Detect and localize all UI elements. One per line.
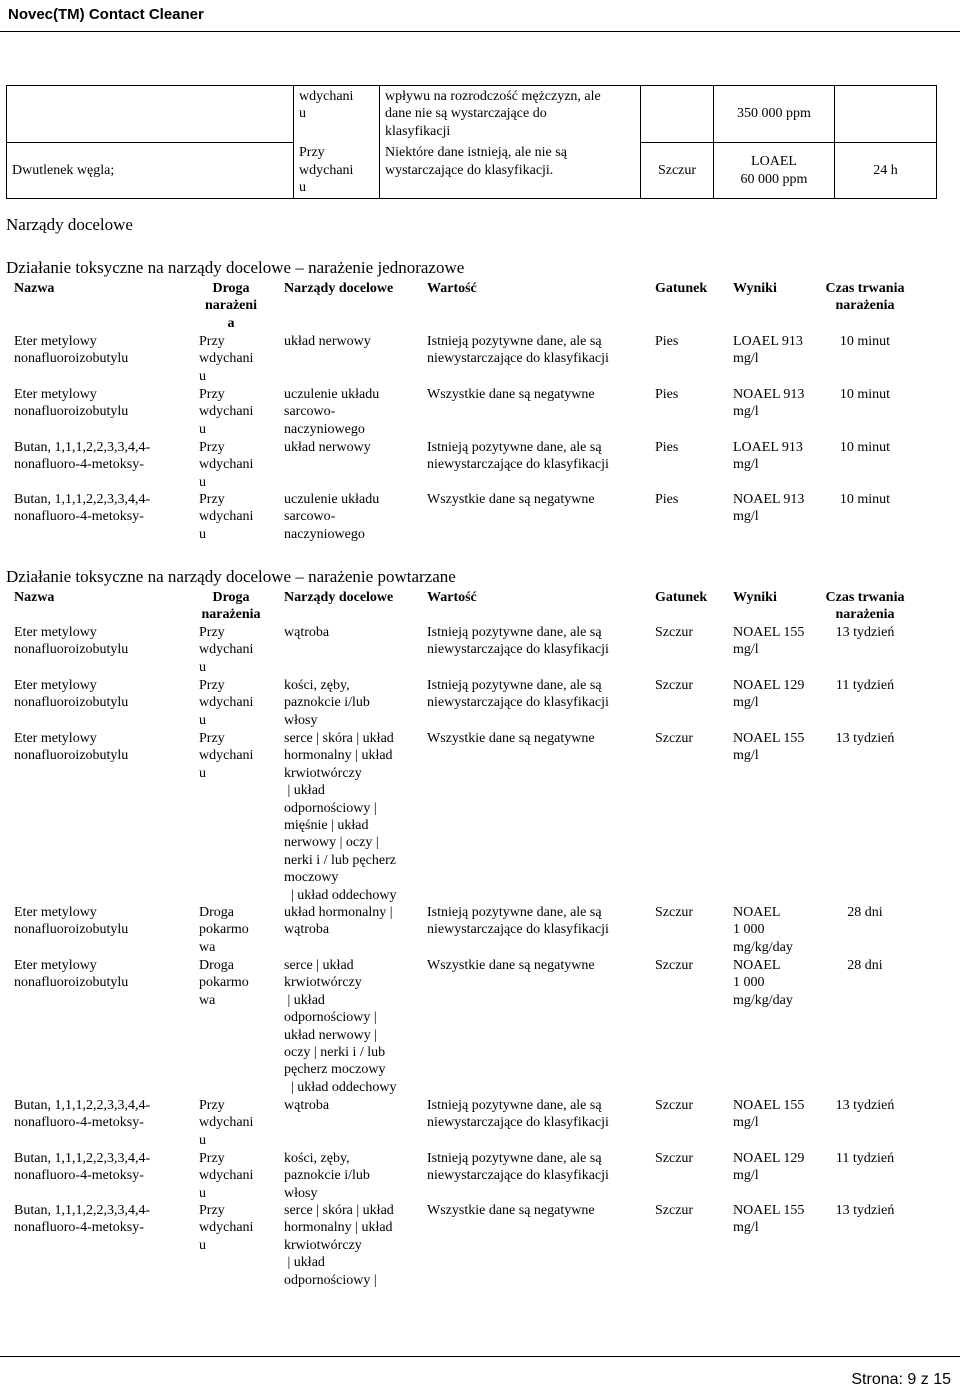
cell-name: Butan, 1,1,1,2,2,3,3,4,4- <box>14 1151 151 1166</box>
single-exposure-title: Działanie toksyczne na narządy docelowe – narażenie jednorazowe <box>6 258 465 277</box>
header-result: Wyniki <box>733 590 777 605</box>
cell-organs: paznokcie i/lub <box>284 1168 370 1184</box>
header-time: Czas trwania <box>825 590 905 605</box>
cell-value: Istnieją pozytywne dane, ale są <box>427 678 602 693</box>
cell-organs: naczyniowego <box>284 421 365 437</box>
cell-name: Eter metylowy <box>14 334 97 349</box>
cell-time: 28 dni <box>847 905 883 920</box>
cell-result: NOAEL 155 <box>733 1203 805 1218</box>
cell-route: Droga <box>199 905 234 920</box>
cell-value: niewystarczające do klasyfikacji <box>427 922 609 938</box>
cell-organs: nerki i / lub pęcherz <box>284 852 396 868</box>
cell-value: Istnieją pozytywne dane, ale są <box>427 334 602 349</box>
route-cell: Przy wdychani u <box>294 142 380 199</box>
species-cell: Szczur <box>641 142 714 199</box>
cell-value: Wszystkie dane są negatywne <box>427 387 595 402</box>
cell-value: Istnieją pozytywne dane, ale są <box>427 440 602 455</box>
document-title: Novec(TM) Contact Cleaner <box>8 6 204 23</box>
cell-route: wdychani <box>199 642 254 658</box>
cell-result: NOAEL 155 <box>733 625 805 640</box>
cell-name: nonafluoroizobutylu <box>14 975 129 991</box>
cell-organs: serce | skóra | układ <box>284 1203 394 1218</box>
cell-time: 11 tydzień <box>835 1151 895 1166</box>
cell-route: Przy <box>199 440 225 455</box>
cell-name: nonafluoroizobutylu <box>14 642 129 658</box>
cell-species: Pies <box>655 492 679 507</box>
result-cell: 350 000 ppm <box>714 86 835 143</box>
cell-name: Eter metylowy <box>14 731 97 746</box>
cell-result: mg/l <box>733 509 759 525</box>
cell-route: Droga <box>199 958 234 973</box>
header-route: a <box>227 315 235 331</box>
cell-name: nonafluoroizobutylu <box>14 748 129 764</box>
cell-organs: | układ <box>284 1255 325 1271</box>
cell-value: niewystarczające do klasyfikacji <box>427 351 609 367</box>
cell-organs: układ nerwowy <box>284 334 371 349</box>
cell-organs: serce | układ <box>284 958 354 973</box>
cell-organs: układ nerwowy <box>284 440 371 455</box>
cell-name: Butan, 1,1,1,2,2,3,3,4,4- <box>14 1098 151 1113</box>
header-name: Nazwa <box>14 281 55 296</box>
cell-name: Eter metylowy <box>14 958 97 973</box>
header-route: narażenia <box>201 607 261 623</box>
cell-time: 28 dni <box>847 958 883 973</box>
cell-organs: mięśnie | układ <box>284 818 369 833</box>
cell-route: pokarmo <box>199 975 249 991</box>
cell-species: Szczur <box>655 625 694 640</box>
cell-organs: sarcowo- <box>284 509 336 525</box>
carbon-dioxide-table <box>6 85 937 199</box>
cell-result: mg/l <box>733 1115 759 1131</box>
cell-result: mg/l <box>733 1220 759 1236</box>
cell-result: mg/l <box>733 642 759 658</box>
cell-time: 10 minut <box>839 440 891 455</box>
cell-route: u <box>199 1185 206 1201</box>
cell-route: pokarmo <box>199 922 249 938</box>
cell-organs: odpornościowy | <box>284 800 377 816</box>
cell-route: Przy <box>199 1098 225 1113</box>
repeated-exposure-title: Działanie toksyczne na narządy docelowe – narażenie powtarzane <box>6 567 456 586</box>
cell-time: 13 tydzień <box>835 1203 895 1218</box>
header-species: Gatunek <box>655 590 708 605</box>
cell-organs: moczowy <box>284 870 339 886</box>
cell-route: u <box>199 712 206 728</box>
header-organs: Narządy docelowe <box>284 281 394 296</box>
value-cell: Niektóre dane istnieją, ale nie są wystarczające do klasyfikacji. <box>380 142 641 199</box>
cell-organs: krwiotwórczy <box>284 1237 362 1253</box>
cell-name: nonafluoroizobutylu <box>14 922 129 938</box>
cell-organs: wątroba <box>284 922 330 938</box>
cell-time: 10 minut <box>839 334 891 349</box>
cell-organs: układ nerwowy | <box>284 1027 378 1043</box>
cell-route: Przy <box>199 678 225 693</box>
cell-species: Szczur <box>655 1151 694 1166</box>
cell-organs: uczulenie układu <box>284 387 380 402</box>
time-cell: 24 h <box>835 142 937 199</box>
cell-value: niewystarczające do klasyfikacji <box>427 642 609 658</box>
cell-name: nonafluoro-4-metoksy- <box>14 457 144 473</box>
result-cell: LOAEL 60 000 ppm <box>714 142 835 199</box>
cell-route: Przy <box>199 334 225 349</box>
cell-route: u <box>199 765 206 781</box>
cell-time: 10 minut <box>839 492 891 507</box>
page-footer <box>0 1356 960 1388</box>
cell-route: wdychani <box>199 457 254 473</box>
cell-route: u <box>199 474 206 490</box>
cell-organs: uczulenie układu <box>284 492 380 507</box>
header-value: Wartość <box>427 281 477 296</box>
header-value: Wartość <box>427 590 477 605</box>
cell-name: nonafluoro-4-metoksy- <box>14 1168 144 1184</box>
cell-organs: kości, zęby, <box>284 1151 350 1166</box>
cell-route: Przy <box>199 625 225 640</box>
cell-species: Szczur <box>655 678 694 693</box>
cell-name: Butan, 1,1,1,2,2,3,3,4,4- <box>14 440 151 455</box>
cell-organs: hormonalny | układ <box>284 1220 393 1236</box>
cell-organs: paznokcie i/lub <box>284 695 370 711</box>
cell-time: 13 tydzień <box>835 731 895 746</box>
cell-route: wdychani <box>199 748 254 764</box>
cell-result: mg/l <box>733 404 759 420</box>
cell-organs: hormonalny | układ <box>284 748 393 764</box>
cell-route: u <box>199 659 206 675</box>
cell-result: NOAEL 129 <box>733 678 805 693</box>
header-route: Droga <box>212 590 250 605</box>
section-title: Narządy docelowe <box>6 215 133 234</box>
cell-time: 13 tydzień <box>835 1098 895 1113</box>
cell-name: Eter metylowy <box>14 905 97 920</box>
cell-organs: krwiotwórczy <box>284 765 362 781</box>
cell-route: wdychani <box>199 1168 254 1184</box>
cell-organs: odpornościowy | <box>284 1010 377 1026</box>
cell-result: mg/kg/day <box>733 992 793 1008</box>
cell-value: Wszystkie dane są negatywne <box>427 731 595 746</box>
cell-time: 10 minut <box>839 387 891 402</box>
cell-result: NOAEL <box>733 905 781 920</box>
cell-organs: pęcherz moczowy <box>284 1062 386 1078</box>
cell-result: mg/l <box>733 457 759 473</box>
cell-name: nonafluoro-4-metoksy- <box>14 509 144 525</box>
cell-route: u <box>199 368 206 384</box>
value-cell: wpływu na rozrodczość mężczyzn, ale dane nie są wystarczające do klasyfikacji <box>380 86 641 143</box>
cell-organs: | układ <box>284 992 325 1008</box>
cell-name: Eter metylowy <box>14 678 97 693</box>
cell-result: 1 000 <box>733 975 765 991</box>
cell-organs: włosy <box>284 1185 318 1201</box>
cell-species: Pies <box>655 334 679 349</box>
cell-result: NOAEL 155 <box>733 1098 805 1113</box>
cell-value: Wszystkie dane są negatywne <box>427 958 595 973</box>
cell-route: wdychani <box>199 351 254 367</box>
cell-route: Przy <box>199 492 225 507</box>
cell-species: Szczur <box>655 731 694 746</box>
cell-organs: naczyniowego <box>284 526 365 542</box>
cell-name: Butan, 1,1,1,2,2,3,3,4,4- <box>14 492 151 507</box>
cell-value: niewystarczające do klasyfikacji <box>427 1168 609 1184</box>
substance-name: Dwutlenek węgla; <box>7 142 294 199</box>
cell-time: 11 tydzień <box>835 678 895 693</box>
cell-organs: | układ <box>284 783 325 799</box>
cell-result: mg/l <box>733 1168 759 1184</box>
cell-route: u <box>199 1237 206 1253</box>
cell-name: nonafluoroizobutylu <box>14 695 129 711</box>
cell-organs: wątroba <box>284 625 330 640</box>
cell-organs: krwiotwórczy <box>284 975 362 991</box>
header-result: Wyniki <box>733 281 777 296</box>
cell-result: NOAEL 913 <box>733 387 805 402</box>
cell-name: nonafluoroizobutylu <box>14 404 129 420</box>
cell-organs: sarcowo- <box>284 404 336 420</box>
cell-name: nonafluoro-4-metoksy- <box>14 1220 144 1236</box>
cell-organs: kości, zęby, <box>284 678 350 693</box>
cell-species: Szczur <box>655 905 694 920</box>
page-number: Strona: 9 z 15 <box>851 1371 951 1388</box>
cell-organs: wątroba <box>284 1098 330 1113</box>
cell-result: NOAEL 913 <box>733 492 805 507</box>
page-header <box>0 0 960 32</box>
cell-value: niewystarczające do klasyfikacji <box>427 457 609 473</box>
route-cell: wdychani u <box>294 86 380 143</box>
cell-name: Eter metylowy <box>14 387 97 402</box>
cell-route: wdychani <box>199 695 254 711</box>
header-route: narażeni <box>204 298 258 314</box>
cell-value: Wszystkie dane są negatywne <box>427 492 595 507</box>
cell-result: NOAEL <box>733 958 781 973</box>
cell-value: Wszystkie dane są negatywne <box>427 1203 595 1218</box>
cell-value: Istnieją pozytywne dane, ale są <box>427 625 602 640</box>
cell-result: LOAEL 913 <box>733 334 803 349</box>
cell-species: Szczur <box>655 1203 694 1218</box>
header-time: Czas trwania <box>825 281 905 296</box>
cell-organs: | układ oddechowy <box>284 887 397 903</box>
cell-result: LOAEL 913 <box>733 440 803 455</box>
cell-organs: nerwowy | oczy | <box>284 835 379 851</box>
header-name: Nazwa <box>14 590 55 605</box>
cell-route: Przy <box>199 731 225 746</box>
cell-result: NOAEL 129 <box>733 1151 805 1166</box>
cell-route: u <box>199 421 206 437</box>
header-species: Gatunek <box>655 281 708 296</box>
cell-value: niewystarczające do klasyfikacji <box>427 695 609 711</box>
cell-species: Pies <box>655 440 679 455</box>
cell-result: mg/l <box>733 351 759 367</box>
cell-route: wdychani <box>199 509 254 525</box>
cell-organs: odpornościowy | <box>284 1272 377 1288</box>
cell-route: u <box>199 1132 206 1148</box>
cell-route: wdychani <box>199 1115 254 1131</box>
cell-result: NOAEL 155 <box>733 731 805 746</box>
cell-name: nonafluoroizobutylu <box>14 351 129 367</box>
cell-time: 13 tydzień <box>835 625 895 640</box>
cell-name: Eter metylowy <box>14 625 97 640</box>
cell-route: Przy <box>199 1203 225 1218</box>
cell-species: Szczur <box>655 1098 694 1113</box>
cell-route: Przy <box>199 1151 225 1166</box>
cell-result: mg/l <box>733 695 759 711</box>
cell-result: mg/kg/day <box>733 939 793 955</box>
cell-organs: włosy <box>284 712 318 728</box>
cell-organs: serce | skóra | układ <box>284 731 394 746</box>
cell-route: wdychani <box>199 404 254 420</box>
header-time: narażenia <box>835 607 895 623</box>
cell-species: Szczur <box>655 958 694 973</box>
cell-result: 1 000 <box>733 922 765 938</box>
cell-species: Pies <box>655 387 679 402</box>
cell-organs: układ hormonalny | <box>284 905 393 920</box>
cell-name: Butan, 1,1,1,2,2,3,3,4,4- <box>14 1203 151 1218</box>
cell-result: mg/l <box>733 748 759 764</box>
cell-organs: | układ oddechowy <box>284 1079 397 1095</box>
cell-value: Istnieją pozytywne dane, ale są <box>427 905 602 920</box>
cell-value: niewystarczające do klasyfikacji <box>427 1115 609 1131</box>
cell-organs: oczy | nerki i / lub <box>284 1045 386 1060</box>
header-time: narażenia <box>835 298 895 314</box>
cell-name: nonafluoro-4-metoksy- <box>14 1115 144 1131</box>
cell-value: Istnieją pozytywne dane, ale są <box>427 1151 602 1166</box>
cell-route: wdychani <box>199 1220 254 1236</box>
cell-route: wa <box>199 939 216 955</box>
header-organs: Narządy docelowe <box>284 590 394 605</box>
cell-value: Istnieją pozytywne dane, ale są <box>427 1098 602 1113</box>
cell-route: u <box>199 526 206 542</box>
cell-route: wa <box>199 992 216 1008</box>
cell-route: Przy <box>199 387 225 402</box>
header-route: Droga <box>212 281 250 296</box>
